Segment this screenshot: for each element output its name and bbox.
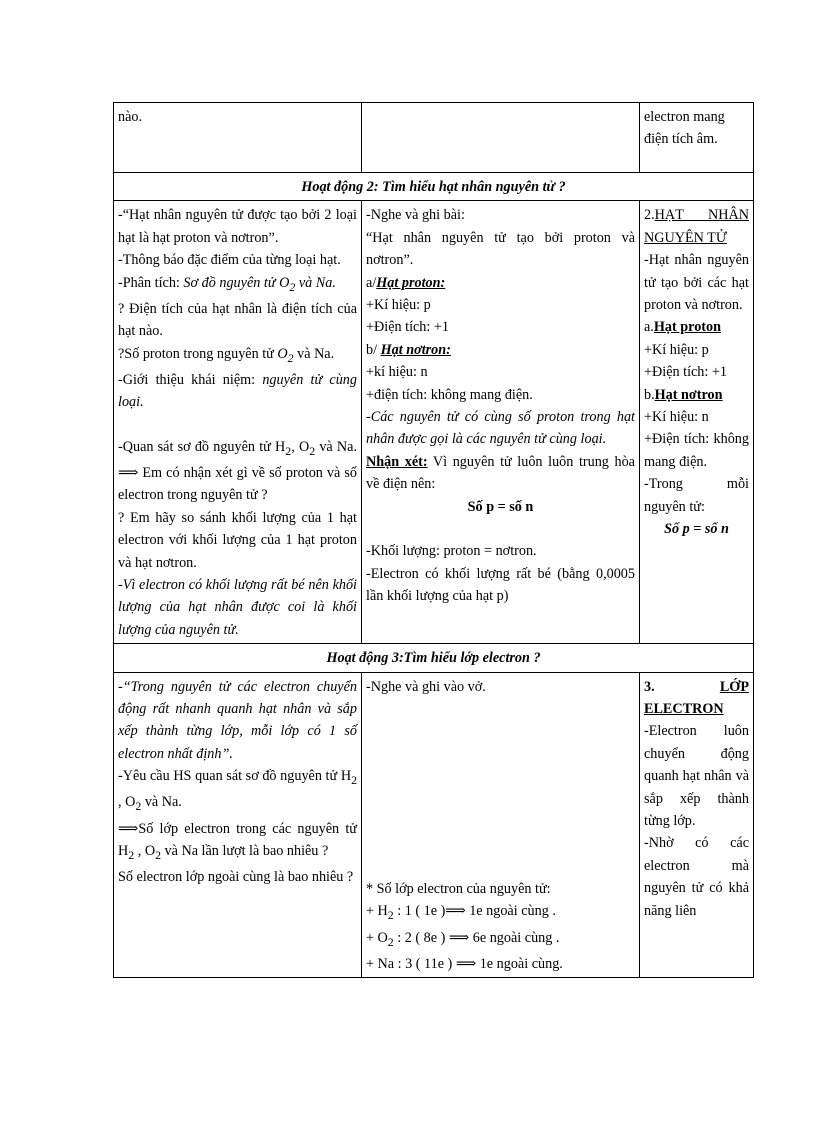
teacher-line: -“Hạt nhân nguyên tử được tạo bởi 2 loại hạt là hạt proton và nơtron”. [118,207,357,246]
teacher-line: -“Trong nguyên tử các electron chuyển động rất nhanh quanh hạt nhân và sắp xếp thành từng lớp, mỗi lớp có 1 số electron nhất định”. [118,678,357,762]
student-line: -Electron có khối lượng rất bé (bằng 0,0005 lần khối lượng của hạt p) [366,565,635,604]
teacher-cell [114,201,362,644]
teacher-cell [114,672,362,978]
teacher-line: -Yêu cầu HS quan sát sơ đồ nguyên tử $H_2$ , $O_2$ và Na. [118,768,357,814]
student-line: + $O_2$ : 2 ( 8e ) ⟹ 6e ngoài cùng . [366,929,560,949]
teacher-line: ?Số proton trong nguyên tử $O_2$ và Na. [118,345,335,365]
notes-line: +Kí hiệu: p [644,341,709,358]
student-line: “Hạt nhân nguyên tử tạo bởi proton và nơtron”. [366,229,635,269]
student-line: Nhận xét: Vì nguyên tử luôn luôn trung hòa về điện nên: [366,453,635,493]
notes-line: -Trong mỗi nguyên tử: [644,476,749,515]
activity-2-title: Hoạt động 2: Tìm hiểu hạt nhân nguyên tử ? [114,173,754,201]
notes-line: a.Hạt proton [644,319,721,336]
student-line: Số p = số n [467,498,534,515]
student-line: -Các nguyên tử có cùng số proton trong hạt nhân được gọi là các nguyên tử cùng loại. [366,409,635,448]
student-line: +Điện tích: +1 [366,319,449,336]
notes-cell [640,103,754,173]
notes-line: +Kí hiệu: n [644,409,709,426]
student-cell [362,672,640,978]
notes-line: +Điện tích: không mang điện. [644,431,749,470]
notes-cell [640,201,754,644]
activity-heading-row [114,644,754,672]
notes-line: +Điện tích: +1 [644,364,727,381]
teacher-line: Số electron lớp ngoài cùng là bao nhiêu ? [118,869,354,886]
lesson-plan-table [113,102,754,978]
notes-line: Số p = số n [664,521,729,538]
teacher-line: -Phân tích: Sơ đồ nguyên tử $O_2$ và Na. [118,274,336,294]
teacher-line: -Giới thiệu khái niệm: nguyên tử cùng loại. [118,371,357,411]
teacher-line: -Thông báo đặc điểm của từng loại hạt. [118,252,341,269]
notes-line: -Electron luôn chuyển động quanh hạt nhân và sắp xếp thành từng lớp. [644,723,749,830]
student-line: a/Hạt proton: [366,274,446,291]
notes-line: -Nhờ có các electron mà nguyên tử có khả năng liên [644,835,749,919]
teacher-line: -Quan sát sơ đồ nguyên tử $H_2$, $O_2$ và Na. ⟹ Em có nhận xét gì về số proton và số electron trong nguyên tử ? [118,438,358,504]
table-row [114,103,754,173]
table-row [114,201,754,644]
notes-cell [640,672,754,978]
student-line: + $H_2$ : 1 ( 1e )⟹ 1e ngoài cùng . [366,903,556,923]
student-line: b/ Hạt nơtron: [366,341,451,358]
teacher-line: ⟹Số lớp electron trong các nguyên tử $H_2$ , $O_2$ và Na lần lượt là bao nhiêu ? [118,820,357,862]
teacher-text: nào. [118,109,143,125]
student-line: * Số lớp electron của nguyên tử: [366,881,551,898]
student-cell [362,201,640,644]
student-line: +điện tích: không mang điện. [366,386,533,403]
student-line: + Na : 3 ( 11e ) ⟹ 1e ngoài cùng. [366,955,563,972]
notes-heading: 2.HẠT NHÂN NGUYÊN TỬ [644,207,749,246]
teacher-line: ? Em hãy so sánh khối lượng của 1 hạt electron với khối lượng của 1 hạt proton và hạt nơtron. [118,509,357,571]
teacher-cell [114,103,362,173]
notes-text: điện tích âm. [644,131,718,148]
teacher-line: -Vì electron có khối lượng rất bé nên khối lượng của hạt nhân được coi là khối lượng của nguyên tử. [118,576,357,638]
activity-3-title: Hoạt động 3:Tìm hiểu lớp electron ? [114,644,754,672]
table-row [114,672,754,978]
activity-heading-row [114,173,754,201]
teacher-line: ? Điện tích của hạt nhân là điện tích của hạt nào. [118,300,357,340]
notes-text: electron mang [644,109,725,125]
student-line: -Nghe và ghi bài: [366,207,465,224]
student-cell [362,103,640,173]
student-line: +kí hiệu: n [366,364,428,381]
student-line: -Nghe và ghi vào vở. [366,678,486,695]
notes-heading: 3. LỚP ELECTRON [644,678,749,718]
student-line: +Kí hiệu: p [366,297,431,314]
student-line: -Khối lượng: proton = nơtron. [366,543,537,560]
notes-line: b.Hạt nơtron [644,386,723,403]
notes-line: -Hạt nhân nguyên tử tạo bởi các hạt proton và nơtron. [644,252,749,314]
